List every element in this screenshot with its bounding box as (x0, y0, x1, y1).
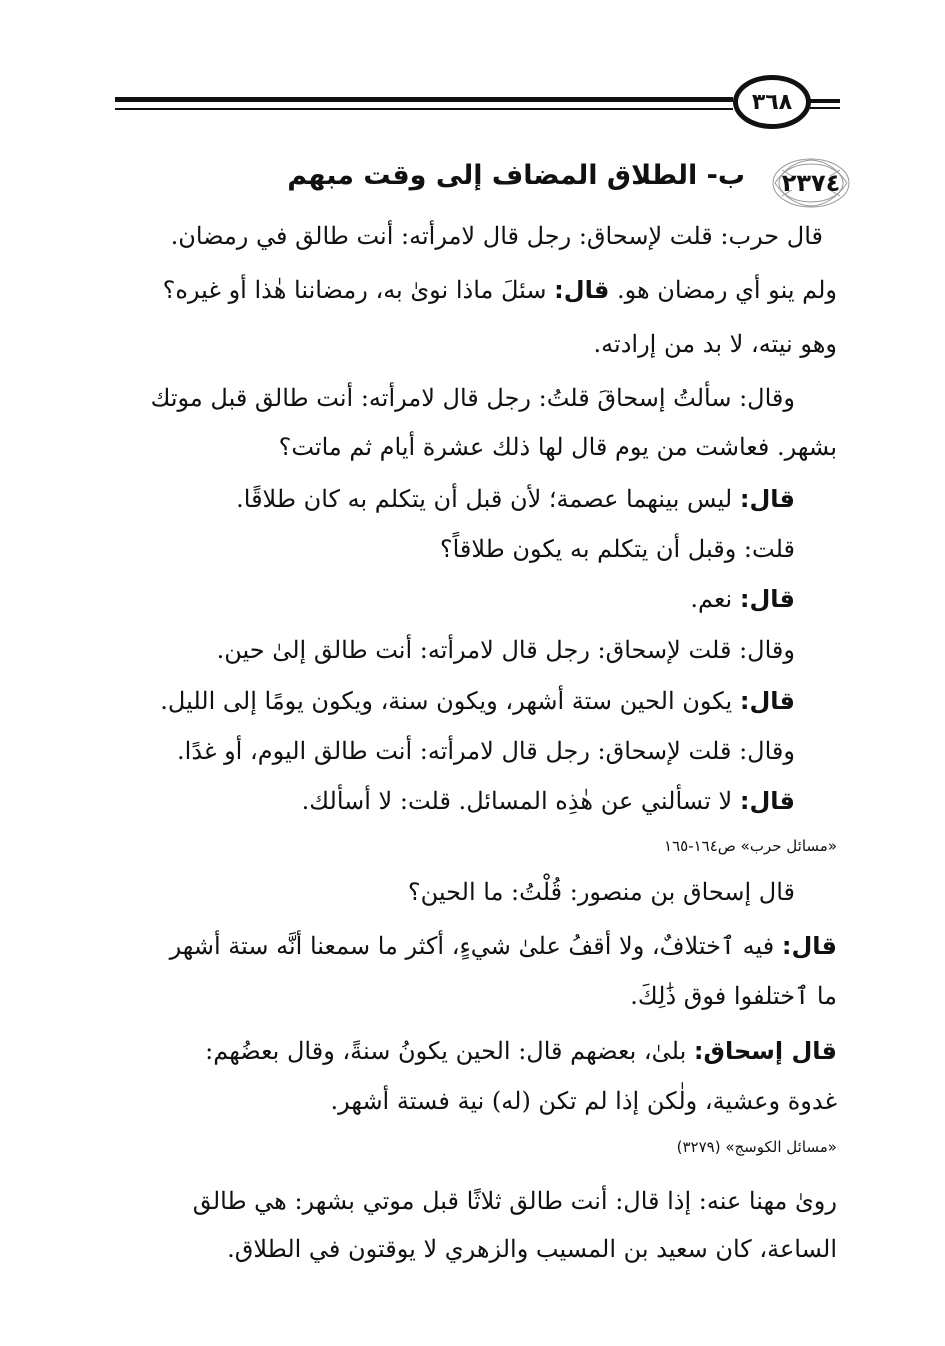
header-rule-thin (115, 108, 733, 110)
text-line: ما ٱختلفوا فوق ذَٰلِكَ. (630, 982, 837, 1010)
header-rule-right (810, 99, 840, 103)
source-citation: «مسائل حرب» ص١٦٤-١٦٥ (664, 837, 837, 855)
text-line: روىٰ مهنا عنه: إذا قال: أنت طالق ثلاثًا قبل موتي بشهر: هي طالق (192, 1187, 837, 1215)
source-citation: «مسائل الكوسج» (٣٢٧٩) (676, 1138, 837, 1156)
text-line: قال إسحاق: بلىٰ، بعضهم قال: الحين يكونُ سنةً، وقال بعضُهم: (205, 1037, 837, 1065)
text-line: بشهر. فعاشت من يوم قال لها ذلك عشرة أيام ثم ماتت؟ (278, 433, 837, 461)
text-line: قال: يكون الحين ستة أشهر، ويكون سنة، ويكون يومًا إلى الليل. (160, 687, 795, 715)
text-line: غدوة وعشية، ولٰكن إذا لم تكن (له) نية فستة أشهر. (330, 1087, 837, 1115)
issue-number-badge (770, 156, 852, 210)
text-line: قال إسحاق بن منصور: قُلْتُ: ما الحين؟ (407, 878, 795, 906)
text-line: وقال: سألتُ إسحاقَ قلتُ: رجل قال لامرأته: أنت طالق قبل موتك (150, 384, 795, 412)
text-line: الساعة، كان سعيد بن المسيب والزهري لا يوقتون في الطلاق. (227, 1235, 837, 1263)
text-line: قال: ليس بينهما عصمة؛ لأن قبل أن يتكلم به كان طلاقًا. (236, 485, 795, 513)
text-line: قال: نعم. (690, 585, 795, 613)
text-line: قال: فيه ٱختلافٌ، ولا أقفُ علىٰ شيءٍ، أكثر ما سمعنا أنَّه ستة أشهر (169, 932, 837, 960)
text-line: قال حرب: قلت لإسحاق: رجل قال لامرأته: أنت طالق في رمضان. (170, 222, 823, 250)
page-number-oval (733, 75, 811, 129)
text-line: ولم ينو أي رمضان هو. قال: سئلَ ماذا نوىٰ به، رمضاننا هٰذا أو غيره؟ (162, 276, 837, 304)
page-number: ٣٦٨ (751, 89, 793, 115)
text-line: وقال: قلت لإسحاق: رجل قال لامرأته: أنت طالق إلىٰ حين. (216, 636, 795, 664)
text-line: قلت: وقبل أن يتكلم به يكون طلاقاً؟ (439, 535, 795, 563)
text-line: وهو نيته، لا بد من إرادته. (593, 330, 837, 358)
header-rule-thick (115, 97, 733, 102)
section-title: ب- الطلاق المضاف إلى وقت مبهم (287, 160, 745, 191)
text-line: وقال: قلت لإسحاق: رجل قال لامرأته: أنت طالق اليوم، أو غدًا. (177, 737, 795, 765)
text-line: قال: لا تسألني عن هٰذِه المسائل. قلت: لا أسألك. (301, 787, 795, 815)
issue-number: ٢٣٧٤ (781, 169, 841, 197)
header-rule-right-thin (810, 107, 840, 109)
